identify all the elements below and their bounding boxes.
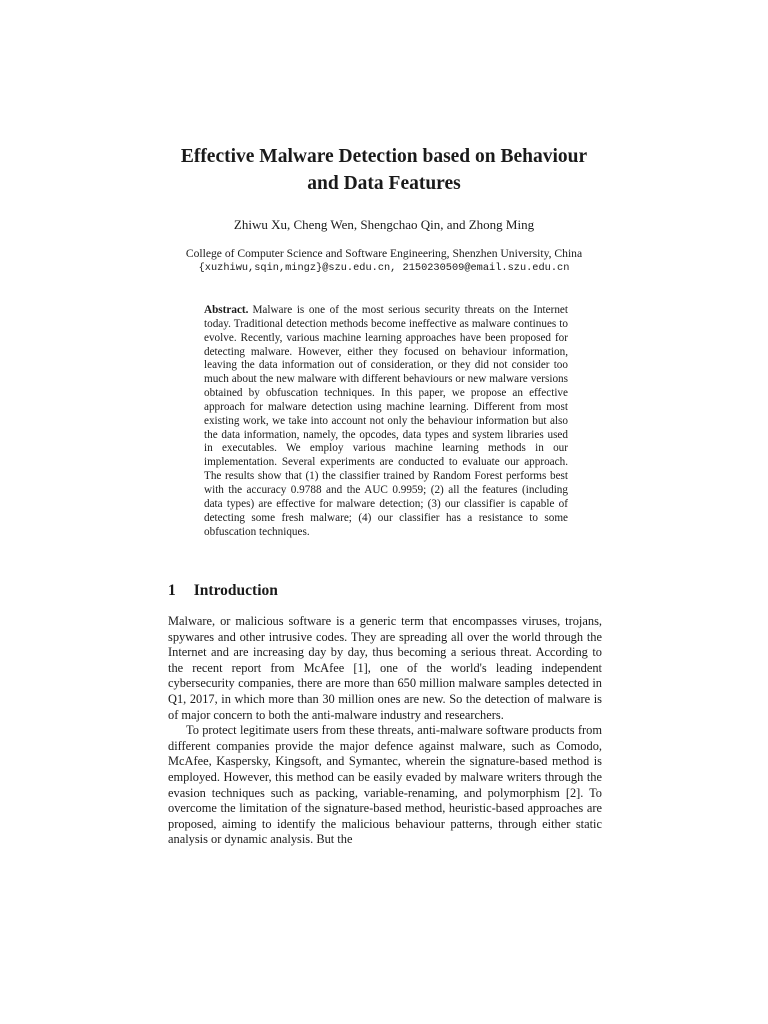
affiliation: College of Computer Science and Software Engineering, Shenzhen University, China	[185, 247, 583, 260]
section-title: Introduction	[193, 582, 278, 599]
abstract-label: Abstract.	[204, 304, 249, 316]
paper-title-line-2: and Data Features	[307, 173, 461, 194]
abstract	[204, 304, 568, 539]
affiliation-block	[100, 246, 668, 276]
section-heading-introduction	[168, 580, 278, 602]
paper-title-line-1: Effective Malware Detection based on Behaviour	[180, 146, 588, 167]
abstract-text: Malware is one of the most serious security threats on the Internet today. Traditional detection methods become ineffective as malware continues to evolve. Recently, various machine learning approaches have been proposed for detecting malware. However, either they focused on behaviour information, leaving the data information out of consideration, or they did not consider too much about the new malware with different behaviours or new malware versions obtained by obfuscation techniques. In this paper, we propose an effective approach for malware detection using machine learning. Different from most existing work, we take into account not only the behaviour information but also the data information, namely, the opcodes, data types and system libraries used in executables. We employ various machine learning methods in our implementation. Several experiments are conducted to evaluate our approach. The results show that (1) the classifier trained by Random Forest performs best with the accuracy 0.9788 and the AUC 0.9959; (2) all the features (including data types) are effective for malware detection; (3) our classifier is capable of detecting some fresh malware; (4) our classifier has a resistance to some obfuscation techniques.	[204, 304, 568, 538]
author-emails: {xuzhiwu,sqin,mingz}@szu.edu.cn, 2150230509@email.szu.edu.cn	[198, 262, 570, 274]
body-paragraph-1: Malware, or malicious software is a generic term that encompasses viruses, trojans, spywares and other intrusive codes. They are spreading all over the world through the Internet and are increasing day by day, thus becoming a serious threat. According to the recent report from McAfee [1], one of the world's leading independent cybersecurity companies, there are more than 650 million malware samples detected in Q1, 2017, in which more than 30 million ones are new. So the detection of malware is of major concern to both the anti-malware industry and researchers.	[168, 614, 602, 722]
author-list: Zhiwu Xu, Cheng Wen, Shengchao Qin, and Zhong Ming	[233, 217, 535, 232]
section-number: 1	[168, 582, 176, 599]
body-paragraph-2: To protect legitimate users from these threats, anti-malware software products from different companies provide the major defence against malware, such as Comodo, McAfee, Kaspersky, Kingsoft, and Symantec, wherein the signature-based method is employed. However, this method can be easily evaded by malware writers through the evasion techniques such as packing, variable-renaming, and polymorphism [2]. To overcome the limitation of the signature-based method, heuristic-based approaches are proposed, aiming to identify the malicious behaviour patterns, through either static analysis or dynamic analysis. But the	[168, 723, 602, 847]
introduction-body	[168, 614, 602, 848]
paper-title	[120, 143, 648, 197]
